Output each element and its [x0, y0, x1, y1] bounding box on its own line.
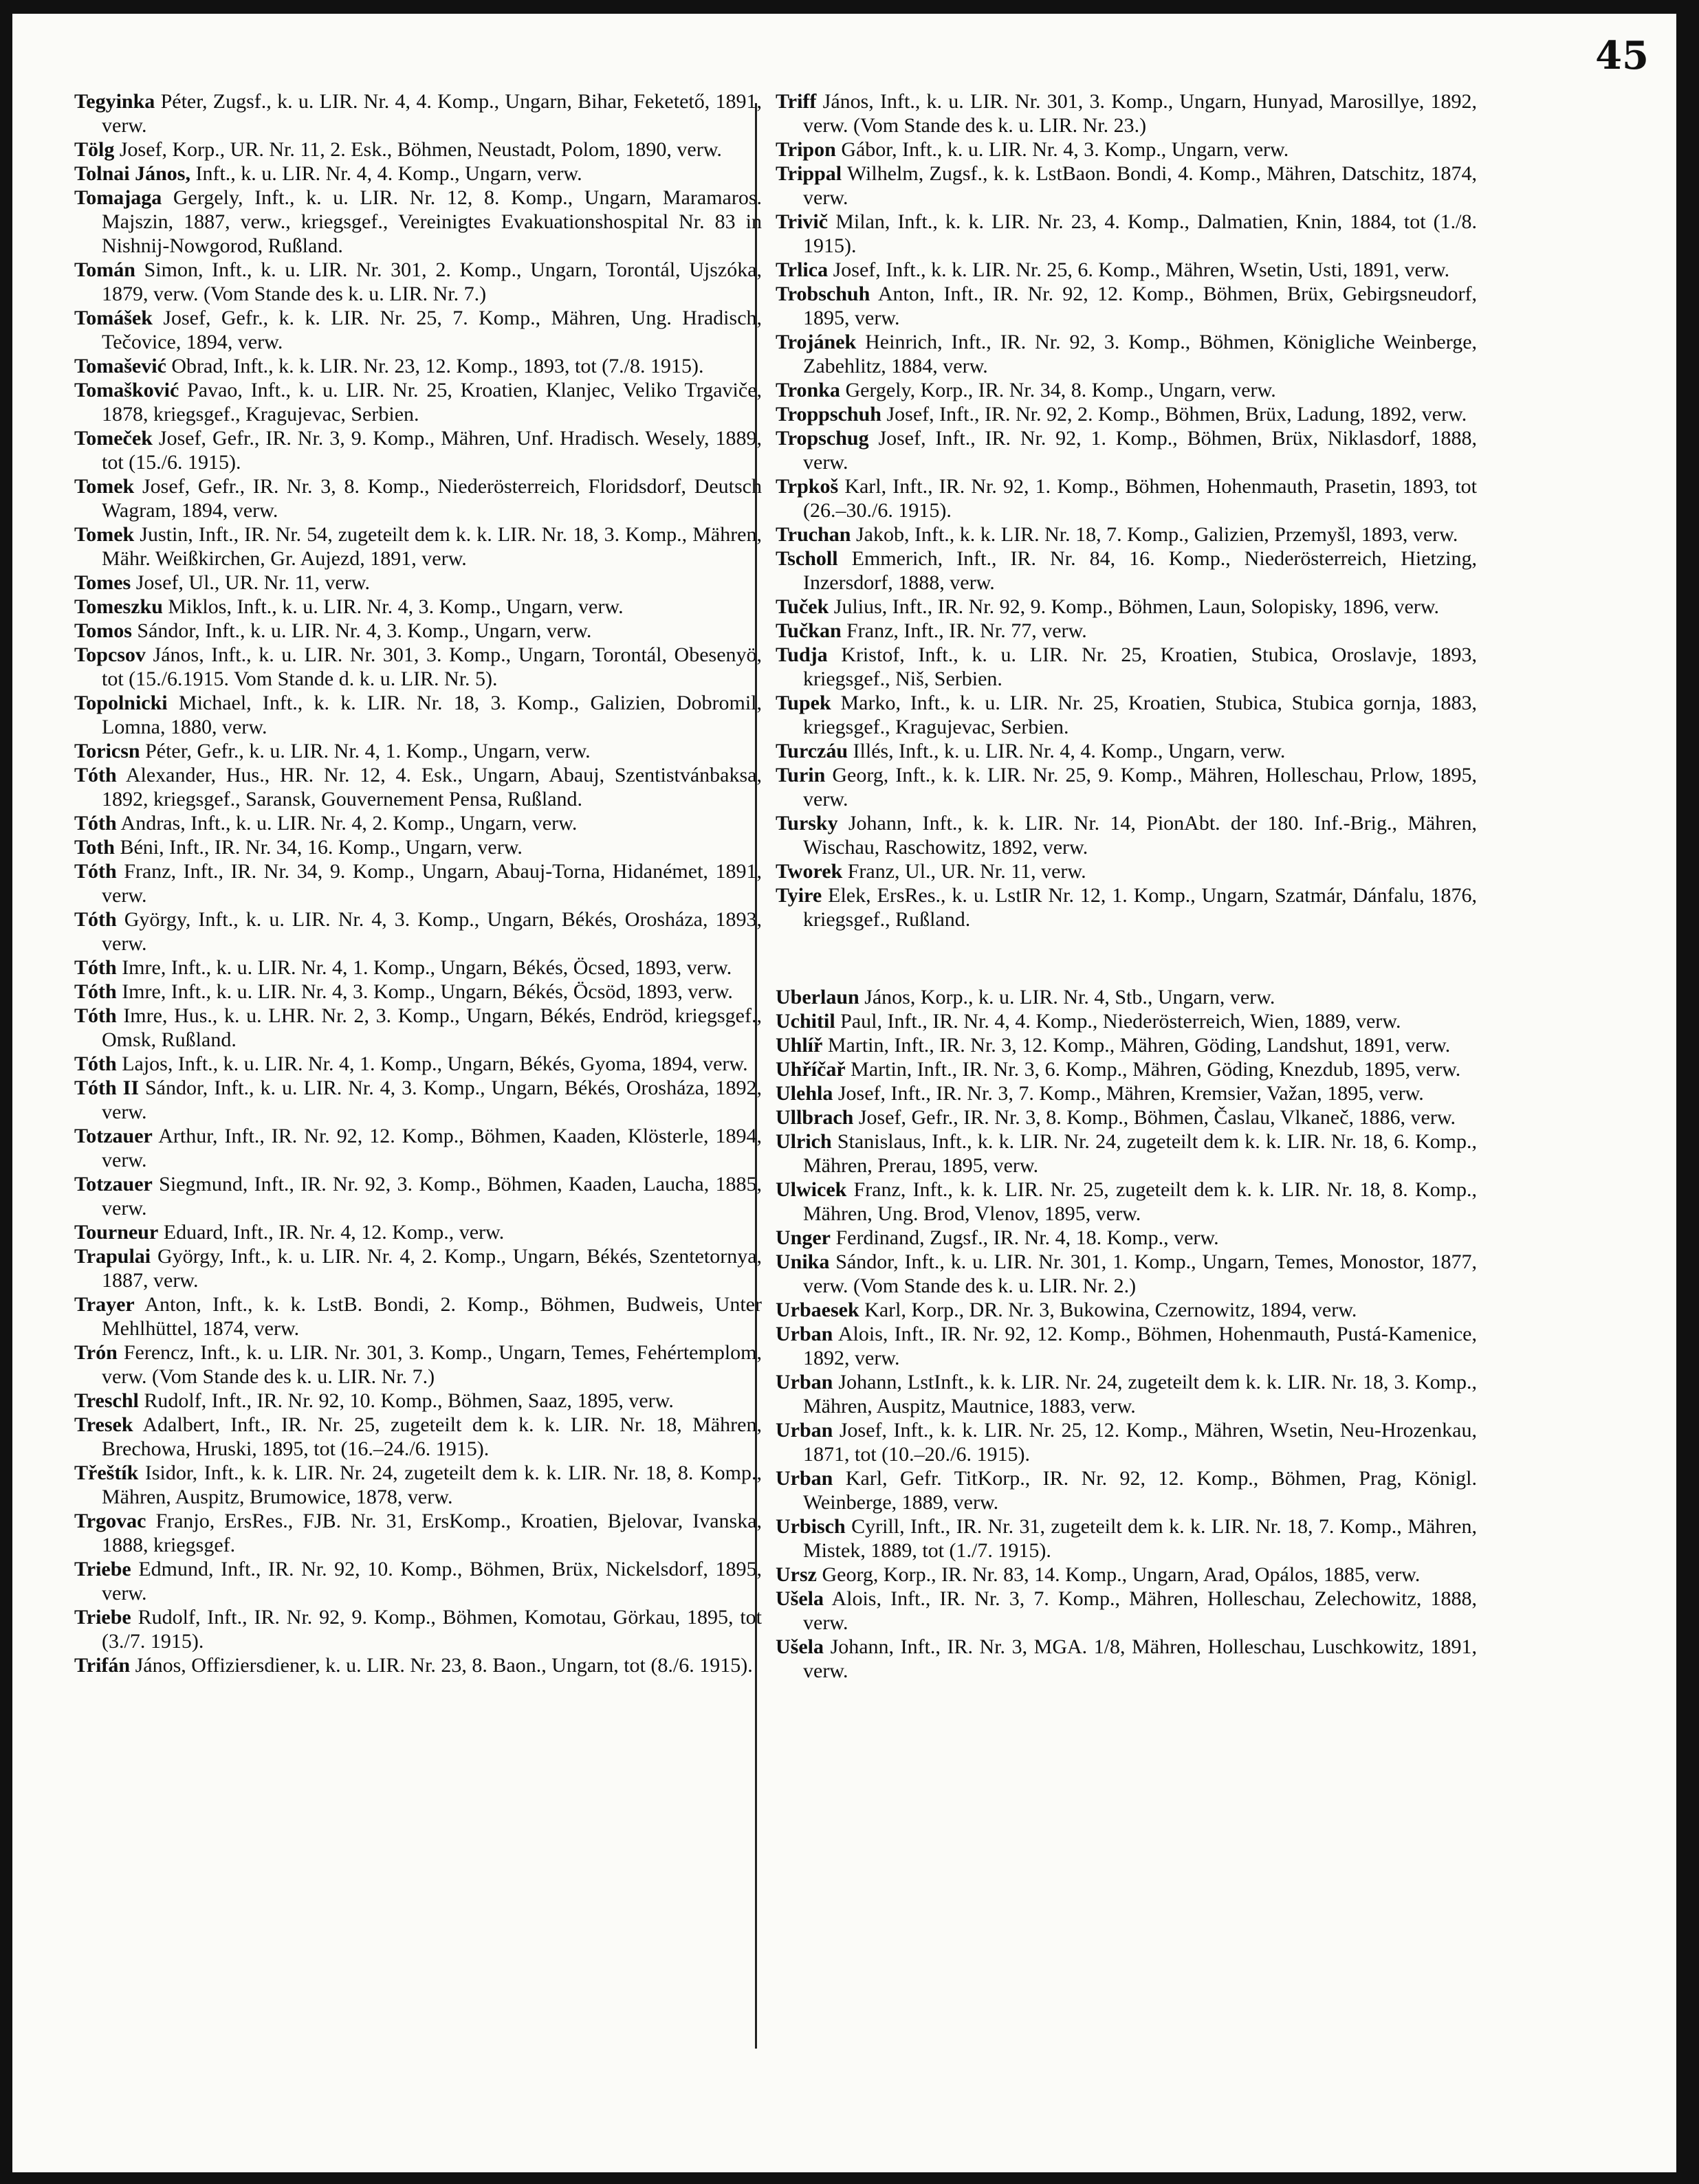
- entry: [776, 1563, 1477, 1587]
- entry-name: Trlica: [776, 258, 829, 281]
- entry-name: Trón: [74, 1341, 118, 1364]
- entry-text: Imre, Hus., k. u. LHR. Nr. 2, 3. Komp., Ungarn, Békés, Endröd, kriegsgef., Omsk, Rußland.: [102, 1004, 762, 1051]
- entry-name: Triebe: [74, 1558, 131, 1580]
- entry-text: Siegmund, Inft., IR. Nr. 92, 3. Komp., Böhmen, Kaaden, Laucha, 1885, verw.: [102, 1173, 762, 1220]
- entry: [74, 1052, 762, 1076]
- entry-name: Totzauer: [74, 1125, 153, 1147]
- left-column: [74, 89, 762, 1677]
- entry: [776, 474, 1477, 522]
- entry: [74, 859, 762, 907]
- entry: [776, 1009, 1477, 1033]
- entry-name: Třeštík: [74, 1461, 139, 1484]
- entry-text: Julius, Inft., IR. Nr. 92, 9. Komp., Böhmen, Laun, Solopisky, 1896, verw.: [833, 595, 1440, 618]
- entry-text: Alois, Inft., IR. Nr. 3, 7. Komp., Mähren, Holleschau, Zelechowitz, 1888, verw.: [803, 1587, 1477, 1634]
- entry-name: Tóth: [74, 812, 117, 835]
- entry: [776, 522, 1477, 547]
- entry-text: Andras, Inft., k. u. LIR. Nr. 4, 2. Komp., Ungarn, verw.: [120, 812, 578, 835]
- entry: [776, 739, 1477, 763]
- entry-name: Trgovac: [74, 1510, 146, 1532]
- entry-name: Ušela: [776, 1635, 824, 1658]
- entry: [776, 1129, 1477, 1178]
- entry: [74, 739, 762, 763]
- entry-text: Gergely, Inft., k. u. LIR. Nr. 12, 8. Komp., Ungarn, Maramaros. Majszin, 1887, verw., kriegsgef., Vereinigtes Evakuationshospital Nr. 83 in Nishnij-Nowgorod, Rußland.: [102, 186, 763, 257]
- entry: [74, 137, 762, 162]
- entry: [776, 1057, 1477, 1081]
- entry-name: Tuček: [776, 595, 829, 618]
- entry-text: Josef, Gefr., IR. Nr. 3, 8. Komp., Böhmen, Časlau, Vlkaneč, 1886, verw.: [858, 1106, 1456, 1129]
- entry-name: Uhříčař: [776, 1058, 846, 1081]
- entry: [776, 330, 1477, 378]
- entry-text: Martin, Inft., IR. Nr. 3, 12. Komp., Mähren, Göding, Landshut, 1891, verw.: [827, 1034, 1451, 1057]
- entry-text: Rudolf, Inft., IR. Nr. 92, 9. Komp., Böhmen, Komotau, Görkau, 1895, tot (3./7. 1915).: [102, 1606, 763, 1653]
- entry-text: János, Inft., k. u. LIR. Nr. 301, 3. Komp., Ungarn, Hunyad, Marosillye, 1892, verw. (Vom Stande des k. u. LIR. Nr. 23.): [803, 90, 1477, 137]
- entry: [74, 1389, 762, 1413]
- entry-text: Imre, Inft., k. u. LIR. Nr. 4, 1. Komp., Ungarn, Békés, Öcsed, 1893, verw.: [122, 956, 732, 979]
- entry: [74, 571, 762, 595]
- entry: [776, 258, 1477, 282]
- entry-name: Topcsov: [74, 643, 146, 666]
- entry-text: Sándor, Inft., k. u. LIR. Nr. 301, 1. Komp., Ungarn, Temes, Monostor, 1877, verw. (Vom Stande des k. u. LIR. Nr. 2.): [803, 1250, 1478, 1297]
- entry-name: Turin: [776, 764, 826, 786]
- entry-text: Franz, Inft., IR. Nr. 34, 9. Komp., Ungarn, Abauj-Torna, Hidanémet, 1891, verw.: [102, 860, 762, 907]
- entry: [776, 1322, 1477, 1370]
- entry-text: Franjo, ErsRes., FJB. Nr. 31, ErsKomp., Kroatien, Bjelovar, Ivanska, 1888, kriegsgef.: [102, 1510, 763, 1556]
- entry: [74, 258, 762, 306]
- entry-text: Béni, Inft., IR. Nr. 34, 16. Komp., Ungarn, verw.: [120, 836, 523, 859]
- entry-text: Inft., k. u. LIR. Nr. 4, 4. Komp., Ungarn, verw.: [195, 162, 582, 185]
- entry-name: Tolnai János,: [74, 162, 190, 185]
- entry-name: Toth: [74, 836, 115, 859]
- entry: [776, 378, 1477, 402]
- entry-text: György, Inft., k. u. LIR. Nr. 4, 2. Komp., Ungarn, Békés, Szentetornya, 1887, verw.: [102, 1245, 763, 1292]
- entry-name: Tomašević: [74, 355, 166, 377]
- entry: [776, 1081, 1477, 1105]
- entry-name: Tóth: [74, 1052, 117, 1075]
- entry: [74, 1605, 762, 1653]
- entry-name: Urban: [776, 1419, 833, 1442]
- entry-text: Anton, Inft., k. k. LstB. Bondi, 2. Komp., Böhmen, Budweis, Unter Mehlhüttel, 1874, verw.: [102, 1293, 762, 1340]
- entry-name: Tripon: [776, 138, 836, 161]
- entry-text: Obrad, Inft., k. k. LIR. Nr. 23, 12. Komp., 1893, tot (7./8. 1915).: [171, 355, 704, 377]
- entry-text: Alexander, Hus., HR. Nr. 12, 4. Esk., Ungarn, Abauj, Szentistvánbaksa, 1892, kriegsgef., Saransk, Gouvernement Pensa, Rußland.: [102, 764, 762, 810]
- entry-name: Treschl: [74, 1389, 139, 1412]
- entry-name: Tomašković: [74, 379, 179, 401]
- entry-name: Tóth II: [74, 1077, 139, 1099]
- entry: [74, 426, 762, 474]
- entry-text: Josef, Gefr., k. k. LIR. Nr. 25, 7. Komp., Mähren, Ung. Hradisch, Tečovice, 1894, verw.: [102, 307, 763, 353]
- entry-text: Johann, Inft., IR. Nr. 3, MGA. 1/8, Mähren, Holleschau, Luschkowitz, 1891, verw.: [803, 1635, 1477, 1682]
- right-column-t-entries: [776, 89, 1477, 931]
- entry-text: Martin, Inft., IR. Nr. 3, 6. Komp., Mähren, Göding, Knezdub, 1895, verw.: [851, 1058, 1461, 1081]
- entry: [74, 1509, 762, 1557]
- entry-text: Franz, Ul., UR. Nr. 11, verw.: [847, 860, 1086, 883]
- entry: [776, 282, 1477, 330]
- entry-text: Josef, Inft., k. k. LIR. Nr. 25, 12. Komp., Mähren, Wsetin, Neu-Hrozenkau, 1871, tot (10.–20./6. 1915).: [803, 1419, 1478, 1466]
- entry-name: Ulehla: [776, 1082, 833, 1105]
- entry: [74, 907, 762, 956]
- entry-name: Urban: [776, 1323, 833, 1345]
- entry: [74, 643, 762, 691]
- entry-name: Tomajaga: [74, 186, 162, 209]
- entry: [776, 1370, 1477, 1418]
- entry: [776, 1466, 1477, 1514]
- entry-text: Illés, Inft., k. u. LIR. Nr. 4, 4. Komp., Ungarn, verw.: [853, 740, 1286, 762]
- entry: [74, 354, 762, 378]
- entry-name: Ušela: [776, 1587, 824, 1610]
- entry: [74, 956, 762, 980]
- entry: [74, 619, 762, 643]
- entry-name: Toricsn: [74, 740, 140, 762]
- entry-name: Tronka: [776, 379, 840, 401]
- entry-name: Troppschuh: [776, 403, 881, 426]
- right-column-u-entries: [776, 985, 1477, 1683]
- entry-text: Marko, Inft., k. u. LIR. Nr. 25, Kroatien, Stubica, Stubica gornja, 1883, kriegsgef., Kragujevac, Serbien.: [803, 692, 1477, 738]
- entry-name: Tyire: [776, 884, 822, 907]
- entry-text: Wilhelm, Zugsf., k. k. LstBaon. Bondi, 4. Komp., Mähren, Datschitz, 1874, verw.: [803, 162, 1477, 209]
- entry-name: Tomášek: [74, 307, 153, 329]
- entry-text: Imre, Inft., k. u. LIR. Nr. 4, 3. Komp., Ungarn, Békés, Öcsöd, 1893, verw.: [122, 980, 733, 1003]
- entry-name: Trpkoš: [776, 475, 839, 498]
- entry-text: Adalbert, Inft., IR. Nr. 25, zugeteilt dem k. k. LIR. Nr. 18, Mähren, Brechowa, Hruski, 1895, tot (16.–24./6. 1915).: [102, 1413, 762, 1460]
- entry: [776, 162, 1477, 210]
- entry: [776, 1298, 1477, 1322]
- entry-text: Arthur, Inft., IR. Nr. 92, 12. Komp., Böhmen, Kaaden, Klösterle, 1894, verw.: [102, 1125, 762, 1171]
- entry: [776, 1250, 1477, 1298]
- entry-text: Karl, Inft., IR. Nr. 92, 1. Komp., Böhmen, Hohenmauth, Prasetin, 1893, tot (26.–30./6. 1915).: [803, 475, 1477, 522]
- entry-name: Tomek: [74, 475, 135, 498]
- entry-text: Paul, Inft., IR. Nr. 4, 4. Komp., Niederösterreich, Wien, 1889, verw.: [840, 1010, 1401, 1033]
- entry: [776, 1105, 1477, 1129]
- entry-text: Elek, ErsRes., k. u. LstIR Nr. 12, 1. Komp., Ungarn, Szatmár, Dánfalu, 1876, kriegsgef., Rußland.: [803, 884, 1478, 931]
- entry-text: Johann, LstInft., k. k. LIR. Nr. 24, zugeteilt dem k. k. LIR. Nr. 18, 3. Komp., Mähren, Auspitz, Mautnice, 1883, verw.: [803, 1371, 1477, 1418]
- entry-name: Tóth: [74, 764, 117, 786]
- entry-text: Pavao, Inft., k. u. LIR. Nr. 25, Kroatien, Klanjec, Veliko Trgaviče, 1878, kriegsgef., Kragujevac, Serbien.: [102, 379, 763, 426]
- entry: [776, 595, 1477, 619]
- entry-text: Josef, Korp., UR. Nr. 11, 2. Esk., Böhmen, Neustadt, Polom, 1890, verw.: [119, 138, 722, 161]
- entry-text: Justin, Inft., IR. Nr. 54, zugeteilt dem k. k. LIR. Nr. 18, 3. Komp., Mähren, Mähr. Weißkirchen, Gr. Aujezd, 1891, verw.: [102, 523, 762, 570]
- entry-name: Trifán: [74, 1654, 131, 1677]
- entry: [776, 1226, 1477, 1250]
- entry-name: Ursz: [776, 1563, 817, 1586]
- entry-name: Tóth: [74, 908, 117, 931]
- entry-text: János, Korp., k. u. LIR. Nr. 4, Stb., Ungarn, verw.: [864, 986, 1275, 1008]
- entry-text: Péter, Gefr., k. u. LIR. Nr. 4, 1. Komp., Ungarn, verw.: [145, 740, 591, 762]
- entry-name: Tudja: [776, 643, 828, 666]
- entry: [74, 378, 762, 426]
- entry-name: Trivič: [776, 210, 829, 233]
- entry-name: Tomek: [74, 523, 135, 546]
- entry-name: Unika: [776, 1250, 830, 1273]
- entry-text: Rudolf, Inft., IR. Nr. 92, 10. Komp., Böhmen, Saaz, 1895, verw.: [144, 1389, 674, 1412]
- entry-text: Josef, Inft., IR. Nr. 3, 7. Komp., Mähren, Kremsier, Važan, 1895, verw.: [837, 1082, 1424, 1105]
- entry-name: Tomos: [74, 619, 132, 642]
- entry-name: Tscholl: [776, 547, 838, 570]
- entry-name: Topolnicki: [74, 692, 168, 714]
- entry-text: Edmund, Inft., IR. Nr. 92, 10. Komp., Böhmen, Brüx, Nickelsdorf, 1895, verw.: [102, 1558, 762, 1604]
- entry-text: Jakob, Inft., k. k. LIR. Nr. 18, 7. Komp., Galizien, Przemyšl, 1893, verw.: [855, 523, 1458, 546]
- entry-name: Tomeszku: [74, 595, 163, 618]
- entry-text: Miklos, Inft., k. u. LIR. Nr. 4, 3. Komp., Ungarn, verw.: [168, 595, 624, 618]
- entry-text: Isidor, Inft., k. k. LIR. Nr. 24, zugeteilt dem k. k. LIR. Nr. 18, 8. Komp., Mähren, Auspitz, Brumowice, 1878, verw.: [102, 1461, 762, 1508]
- entry-text: Josef, Gefr., IR. Nr. 3, 9. Komp., Mähren, Unf. Hradisch. Wesely, 1889, tot (15./6. 1915).: [102, 427, 763, 474]
- page-number: 45: [1595, 33, 1649, 78]
- entry-name: Urbaesek: [776, 1299, 859, 1321]
- entry-name: Truchan: [776, 523, 851, 546]
- entry: [776, 859, 1477, 883]
- entry: [776, 643, 1477, 691]
- entry-text: Heinrich, Inft., IR. Nr. 92, 3. Komp., Böhmen, Königliche Weinberge, Zabehlitz, 1884, verw.: [803, 331, 1478, 377]
- entry-text: Péter, Zugsf., k. u. LIR. Nr. 4, 4. Komp., Ungarn, Bihar, Feketető, 1891, verw.: [102, 90, 763, 137]
- right-column: [776, 89, 1477, 1683]
- entry-name: Ulwicek: [776, 1178, 847, 1201]
- entry: [776, 811, 1477, 859]
- entry: [74, 1172, 762, 1220]
- entry-name: Tóth: [74, 860, 117, 883]
- entry-name: Tomán: [74, 258, 135, 281]
- entry-name: Trayer: [74, 1293, 135, 1316]
- entry-name: Urban: [776, 1371, 833, 1393]
- entry-text: Josef, Ul., UR. Nr. 11, verw.: [135, 571, 370, 594]
- entry: [74, 1076, 762, 1124]
- entry: [74, 1220, 762, 1244]
- entry-text: Michael, Inft., k. k. LIR. Nr. 18, 3. Komp., Galizien, Dobromil, Lomna, 1880, verw.: [102, 692, 762, 738]
- entry-name: Trapulai: [74, 1245, 151, 1268]
- entry: [74, 1413, 762, 1461]
- entry-text: Eduard, Inft., IR. Nr. 4, 12. Komp., verw.: [163, 1221, 505, 1244]
- entry-name: Tropschug: [776, 427, 869, 450]
- entry: [74, 763, 762, 811]
- entry-text: Sándor, Inft., k. u. LIR. Nr. 4, 3. Komp., Ungarn, Békés, Orosháza, 1892, verw.: [102, 1077, 762, 1123]
- entry-name: Ullbrach: [776, 1106, 854, 1129]
- entry: [776, 1418, 1477, 1466]
- entry-name: Tóth: [74, 1004, 117, 1027]
- entry-name: Tourneur: [74, 1221, 159, 1244]
- entry: [776, 1033, 1477, 1057]
- entry: [776, 1587, 1477, 1635]
- entry-name: Urban: [776, 1467, 833, 1490]
- entry-name: Triebe: [74, 1606, 131, 1629]
- entry: [776, 210, 1477, 258]
- section-gap: [776, 931, 1477, 985]
- entry-name: Urbisch: [776, 1515, 846, 1538]
- entry-name: Tučkan: [776, 619, 842, 642]
- entry-text: Gergely, Korp., IR. Nr. 34, 8. Komp., Ungarn, verw.: [845, 379, 1276, 401]
- entry: [74, 691, 762, 739]
- entry-name: Tomes: [74, 571, 131, 594]
- entry-text: Franz, Inft., k. k. LIR. Nr. 25, zugeteilt dem k. k. LIR. Nr. 18, 8. Komp., Mähren, Ung. Brod, Vlenov, 1895, verw.: [803, 1178, 1477, 1225]
- entry-text: Anton, Inft., IR. Nr. 92, 12. Komp., Böhmen, Brüx, Gebirgsneudorf, 1895, verw.: [803, 283, 1477, 329]
- entry-text: Gábor, Inft., k. u. LIR. Nr. 4, 3. Komp., Ungarn, verw.: [841, 138, 1289, 161]
- entry-text: Josef, Inft., IR. Nr. 92, 2. Komp., Böhmen, Brüx, Ladung, 1892, verw.: [886, 403, 1467, 426]
- entry-text: Johann, Inft., k. k. LIR. Nr. 14, PionAbt. der 180. Inf.-Brig., Mähren, Wischau, Raschowitz, 1892, verw.: [803, 812, 1477, 859]
- entry: [74, 474, 762, 522]
- entry-text: Alois, Inft., IR. Nr. 92, 12. Komp., Böhmen, Hohenmauth, Pustá-Kamenice, 1892, verw.: [803, 1323, 1477, 1369]
- entry: [776, 402, 1477, 426]
- entry-text: Milan, Inft., k. k. LIR. Nr. 23, 4. Komp., Dalmatien, Knin, 1884, tot (1./8. 1915).: [803, 210, 1478, 257]
- entry: [74, 1341, 762, 1389]
- entry-text: Sándor, Inft., k. u. LIR. Nr. 4, 3. Komp., Ungarn, verw.: [137, 619, 592, 642]
- entry-name: Tomeček: [74, 427, 153, 450]
- entry: [74, 1244, 762, 1292]
- entry-text: Stanislaus, Inft., k. k. LIR. Nr. 24, zugeteilt dem k. k. LIR. Nr. 18, 6. Komp., Mähren, Prerau, 1895, verw.: [803, 1130, 1478, 1177]
- entry-name: Tresek: [74, 1413, 133, 1436]
- entry: [776, 547, 1477, 595]
- entry-name: Tupek: [776, 692, 831, 714]
- entry: [776, 1178, 1477, 1226]
- entry: [776, 691, 1477, 739]
- document-page: [12, 14, 1676, 2172]
- entry: [74, 162, 762, 186]
- entry-name: Uchitil: [776, 1010, 835, 1033]
- entry-name: Uhlíř: [776, 1034, 823, 1057]
- entry: [74, 1653, 762, 1677]
- entry: [776, 1635, 1477, 1683]
- entry-name: Totzauer: [74, 1173, 153, 1195]
- entry: [776, 763, 1477, 811]
- entry-text: Emmerich, Inft., IR. Nr. 84, 16. Komp., Niederösterreich, Hietzing, Inzersdorf, 1888, verw.: [803, 547, 1477, 594]
- entry: [74, 89, 762, 137]
- entry-text: Georg, Inft., k. k. LIR. Nr. 25, 9. Komp., Mähren, Holleschau, Prlow, 1895, verw.: [803, 764, 1477, 810]
- entry: [74, 1004, 762, 1052]
- entry: [74, 1124, 762, 1172]
- entry-name: Tölg: [74, 138, 115, 161]
- entry-text: János, Inft., k. u. LIR. Nr. 301, 3. Komp., Ungarn, Torontál, Obesenyö, tot (15./6.1915. Vom Stande d. k. u. LIR. Nr. 5).: [102, 643, 763, 690]
- entry-text: Josef, Inft., IR. Nr. 92, 1. Komp., Böhmen, Brüx, Niklasdorf, 1888, verw.: [803, 427, 1478, 474]
- entry: [776, 1514, 1477, 1563]
- entry-text: János, Offiziersdiener, k. u. LIR. Nr. 23, 8. Baon., Ungarn, tot (8./6. 1915).: [135, 1654, 753, 1677]
- entry: [74, 595, 762, 619]
- entry-text: Georg, Korp., IR. Nr. 83, 14. Komp., Ungarn, Arad, Opálos, 1885, verw.: [822, 1563, 1421, 1586]
- entry-name: Tegyinka: [74, 90, 155, 113]
- entry-text: Josef, Gefr., IR. Nr. 3, 8. Komp., Niederösterreich, Floridsdorf, Deutsch Wagram, 1894, verw.: [102, 475, 762, 522]
- entry-name: Tworek: [776, 860, 843, 883]
- entry: [776, 426, 1477, 474]
- entry-name: Tóth: [74, 980, 117, 1003]
- entry-text: Ferdinand, Zugsf., IR. Nr. 4, 18. Komp., verw.: [835, 1226, 1219, 1249]
- entry: [776, 619, 1477, 643]
- entry: [74, 186, 762, 258]
- entry: [776, 985, 1477, 1009]
- entry-text: Cyrill, Inft., IR. Nr. 31, zugeteilt dem k. k. LIR. Nr. 18, 7. Komp., Mähren, Mistek, 1889, tot (1./7. 1915).: [803, 1515, 1477, 1562]
- entry: [74, 306, 762, 354]
- entry: [74, 1557, 762, 1605]
- entry: [74, 835, 762, 859]
- entry-text: Simon, Inft., k. u. LIR. Nr. 301, 2. Komp., Ungarn, Torontál, Ujszóka, 1879, verw. (Vom Stande des k. u. LIR. Nr. 7.): [102, 258, 763, 305]
- entry-name: Tóth: [74, 956, 117, 979]
- entry: [74, 1292, 762, 1341]
- entry-name: Trobschuh: [776, 283, 870, 305]
- entry-name: Turczáu: [776, 740, 848, 762]
- entry: [74, 811, 762, 835]
- entry-name: Tursky: [776, 812, 838, 835]
- entry: [776, 137, 1477, 162]
- entry-text: Kristof, Inft., k. u. LIR. Nr. 25, Kroatien, Stubica, Oroslavje, 1893, kriegsgef., Niš, Serbien.: [803, 643, 1478, 690]
- entry: [776, 883, 1477, 931]
- entry-name: Unger: [776, 1226, 831, 1249]
- entry-text: Ferencz, Inft., k. u. LIR. Nr. 301, 3. Komp., Ungarn, Temes, Fehértemplom, verw. (Vom Stande des k. u. LIR. Nr. 7.): [102, 1341, 762, 1388]
- entry-text: Franz, Inft., IR. Nr. 77, verw.: [846, 619, 1087, 642]
- entry-text: Josef, Inft., k. k. LIR. Nr. 25, 6. Komp., Mähren, Wsetin, Usti, 1891, verw.: [833, 258, 1450, 281]
- entry-name: Trippal: [776, 162, 842, 185]
- entry-text: Karl, Korp., DR. Nr. 3, Bukowina, Czernowitz, 1894, verw.: [864, 1299, 1357, 1321]
- entry: [74, 1461, 762, 1509]
- entry-text: Karl, Gefr. TitKorp., IR. Nr. 92, 12. Komp., Böhmen, Prag, Königl. Weinberge, 1889, verw.: [803, 1467, 1478, 1514]
- entry-text: Lajos, Inft., k. u. LIR. Nr. 4, 1. Komp., Ungarn, Békés, Gyoma, 1894, verw.: [122, 1052, 748, 1075]
- entry: [74, 980, 762, 1004]
- entry-name: Triff: [776, 90, 817, 113]
- entry: [776, 89, 1477, 137]
- entry-text: György, Inft., k. u. LIR. Nr. 4, 3. Komp., Ungarn, Békés, Orosháza, 1893, verw.: [102, 908, 763, 955]
- entry-name: Trojánek: [776, 331, 857, 353]
- entry: [74, 522, 762, 571]
- entry-name: Ulrich: [776, 1130, 832, 1153]
- entry-name: Uberlaun: [776, 986, 859, 1008]
